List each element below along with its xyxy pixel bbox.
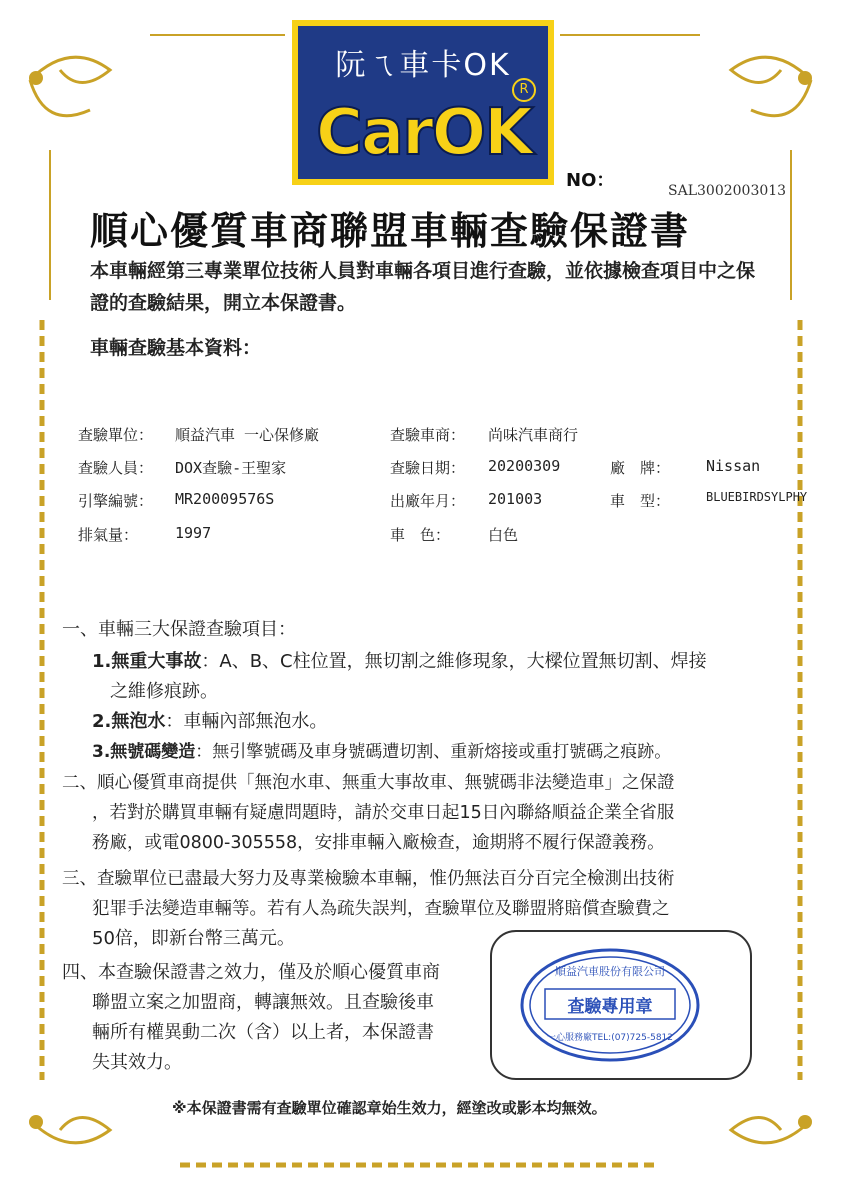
section-4-line-4: 失其效力。: [92, 1052, 182, 1073]
color-label: 車 色：: [390, 526, 451, 544]
inspector-label: 查驗人員：: [78, 459, 154, 477]
dealer-value: 尚味汽車商行: [488, 426, 579, 444]
section-1-item-3: [92, 737, 671, 767]
certificate-no-label: NO：: [566, 170, 615, 191]
logo-wordmark: CarOK: [316, 96, 532, 170]
item-1-head: 1.無重大事故: [92, 651, 202, 672]
item-3-body: ：無引擎號碼及車身號碼遭切割、重新熔接或重打號碼之痕跡。: [195, 742, 672, 762]
section-4-line-2: 聯盟立案之加盟商，轉讓無效。且查驗後車: [92, 992, 434, 1013]
section-4-line-3: 輛所有權異動二次（含）以上者，本保證書: [92, 1022, 434, 1043]
seal-center-text: 查驗專用章: [567, 997, 653, 1017]
engine-label: 引擎編號：: [78, 492, 154, 510]
item-2-body: ：車輛內部無泡水。: [165, 711, 328, 732]
model-label: 車 型：: [610, 492, 671, 510]
brand-label: 廠 牌：: [610, 459, 671, 477]
registered-mark: R: [512, 78, 536, 102]
model-value: BLUEBIRDSYLPHY: [706, 490, 808, 504]
date-label: 查驗日期：: [390, 459, 466, 477]
brand-value: Nissan: [706, 457, 761, 475]
inspector-value: DOX查驗-王聖家: [175, 459, 287, 477]
carok-logo: [292, 20, 554, 185]
item-2-head: 2.無泡水: [92, 711, 166, 732]
inspection-unit-label: 查驗單位：: [78, 426, 154, 444]
date-value: 20200309: [488, 457, 561, 475]
section-1-title: 一、車輛三大保證查驗項目：: [62, 619, 296, 640]
engine-value: MR20009576S: [175, 490, 275, 508]
made-value: 201003: [488, 490, 543, 508]
dealer-label: 查驗車商：: [390, 426, 466, 444]
item-3-head: 3.無號碼變造: [92, 742, 196, 762]
inspection-unit-value: 順益汽車 一心保修廠: [175, 426, 320, 444]
color-value: 白色: [488, 526, 519, 544]
logo-top-text: 阮ㄟ車卡OK: [335, 48, 511, 83]
cc-label: 排氣量：: [78, 526, 139, 544]
section-1-item-1-cont: 之維修痕跡。: [110, 681, 218, 702]
intro-text: 本車輛經第三專業單位技術人員對車輛各項目進行查驗，並依據檢查項目中之保證的查驗結果，開立本保證書。: [90, 260, 756, 314]
item-1-body: ：A、B、C柱位置，無切割之維修現象，大樑位置無切割、焊接: [201, 651, 707, 672]
made-label: 出廠年月：: [390, 492, 466, 510]
section-3-line-2: 犯罪手法變造車輛等。若有人為疏失誤判，查驗單位及聯盟將賠償查驗費之: [92, 899, 670, 919]
section-2-line-2: ，若對於購買車輛有疑慮問題時，請於交車日起15日內聯絡順益企業全省服: [92, 803, 675, 823]
section-1-item-1: [92, 647, 707, 677]
section-2-line-1: 二、順心優質車商提供「無泡水車、無重大事故車、無號碼非法變造車」之保證: [62, 773, 675, 793]
cc-value: 1997: [175, 524, 212, 542]
section-3-line-3: 50倍，即新台幣三萬元。: [92, 928, 295, 949]
basic-info-heading: 車輛查驗基本資料：: [90, 337, 262, 359]
seal-top-text: 順益汽車股份有限公司: [555, 965, 665, 978]
section-2-line-3: 務廠，或電0800-305558，安排車輛入廠檢查，逾期將不履行保證義務。: [92, 833, 665, 853]
section-3-line-1: 三、查驗單位已盡最大努力及專業檢驗本車輛，惟仍無法百分百完全檢測出技術: [62, 869, 675, 889]
certificate-serial: SAL3002003013: [668, 183, 787, 199]
seal-bottom-text: 一心服務廠TEL:(07)725-5812: [546, 1033, 674, 1043]
inspection-seal: [515, 945, 705, 1065]
footer-note: ※本保證書需有查驗單位確認章始生效力，經塗改或影本均無效。: [172, 1099, 607, 1117]
section-1-item-2: [92, 707, 327, 737]
section-4-line-1: 四、本查驗保證書之效力，僅及於順心優質車商: [62, 962, 440, 983]
page-title: 順心優質車商聯盟車輛查驗保證書: [90, 209, 691, 253]
